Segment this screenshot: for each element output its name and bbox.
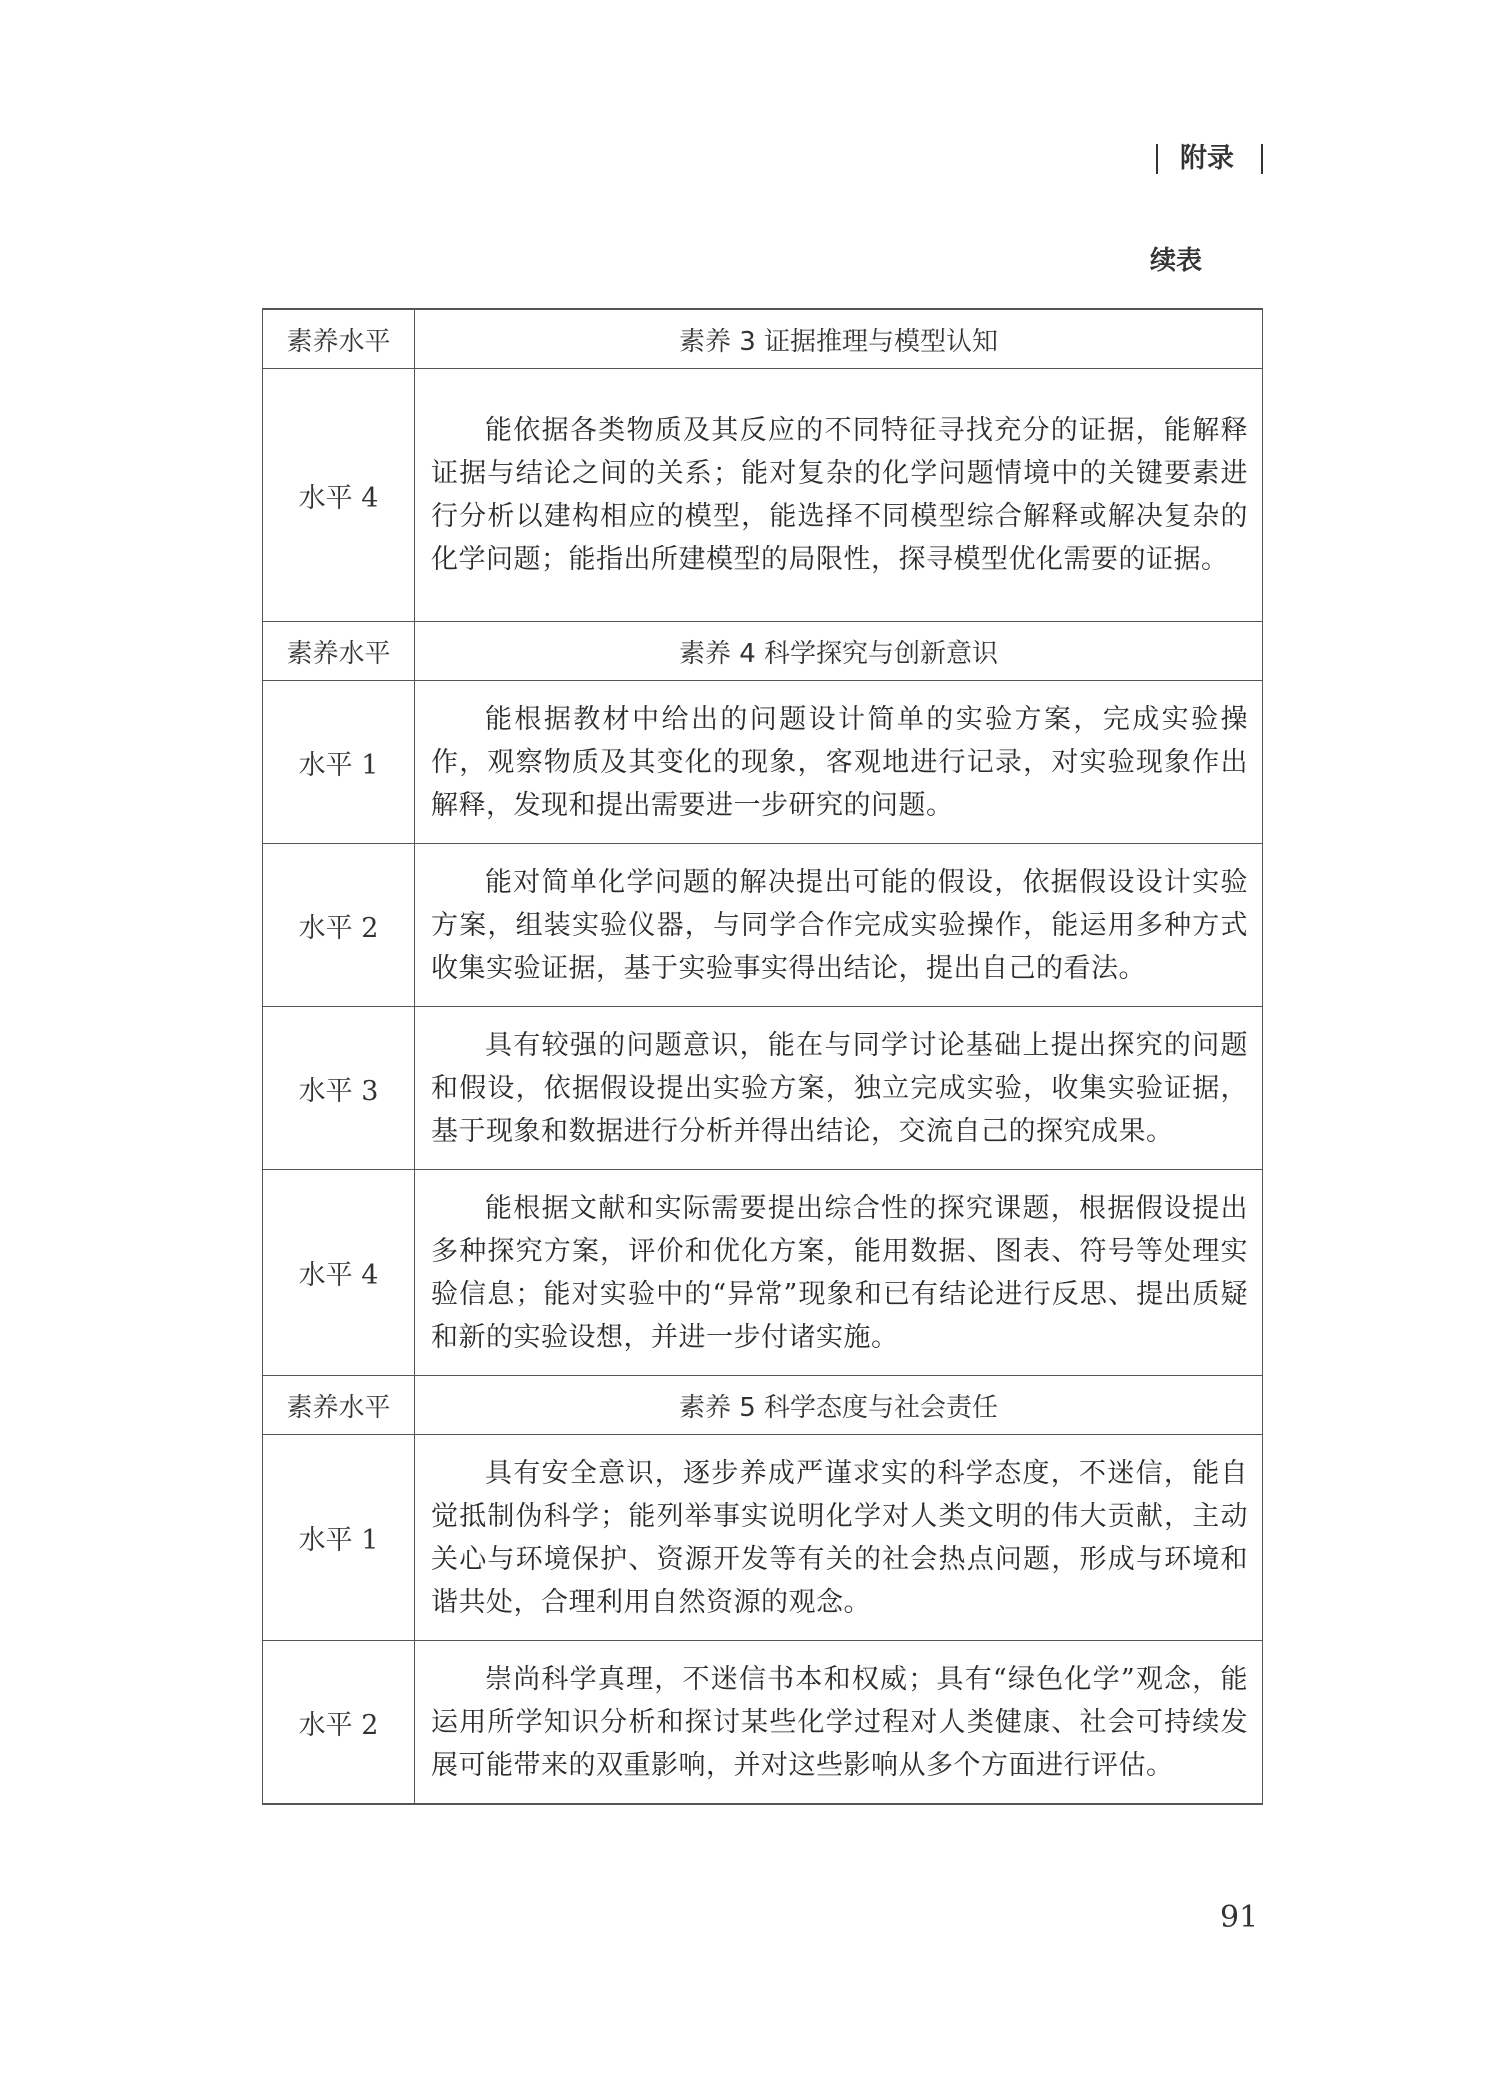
section-title: 素养 4 科学探究与创新意识 — [415, 622, 1263, 681]
level-description — [415, 844, 1263, 1007]
level-label: 水平 4 — [263, 369, 415, 622]
level-description-text: 能依据各类物质及其反应的不同特征寻找充分的证据，能解释证据与结论之间的关系；能对复杂的化学问题情境中的关键要素进行分析以建构相应的模型，能选择不同模型综合解释或解决复杂的化学问题；能指出所建模型的局限性，探寻模型优化需要的证据。 — [431, 415, 1248, 575]
table-row — [263, 1007, 1263, 1170]
literacy-level-table — [262, 308, 1263, 1805]
level-description — [415, 1435, 1263, 1641]
section-level-header: 素养水平 — [263, 622, 415, 681]
section-header-row — [263, 309, 1263, 369]
table-row — [263, 681, 1263, 844]
level-label: 水平 3 — [263, 1007, 415, 1170]
header-divider-left — [1156, 144, 1158, 174]
level-description-text: 具有安全意识，逐步养成严谨求实的科学态度，不迷信，能自觉抵制伪科学；能列举事实说明化学对人类文明的伟大贡献，主动关心与环境保护、资源开发等有关的社会热点问题，形成与环境和谐共处，合理利用自然资源的观念。 — [431, 1457, 1248, 1618]
level-label: 水平 2 — [263, 844, 415, 1007]
level-label: 水平 4 — [263, 1170, 415, 1376]
section-header-row — [263, 1376, 1263, 1435]
running-header — [1148, 140, 1268, 180]
section-title: 素养 3 证据推理与模型认知 — [415, 309, 1263, 369]
level-description-text: 能对简单化学问题的解决提出可能的假设，依据假设设计实验方案，组装实验仪器，与同学合作完成实验操作，能运用多种方式收集实验证据，基于实验事实得出结论，提出自己的看法。 — [431, 866, 1248, 984]
running-header-title: 附录 — [1180, 143, 1234, 174]
level-label: 水平 1 — [263, 1435, 415, 1641]
section-level-header: 素养水平 — [263, 309, 415, 369]
section-header-row — [263, 622, 1263, 681]
section-title: 素养 5 科学态度与社会责任 — [415, 1376, 1263, 1435]
page-number: 91 — [1220, 1900, 1259, 1935]
table-row — [263, 844, 1263, 1007]
table-row — [263, 369, 1263, 622]
level-label: 水平 2 — [263, 1641, 415, 1805]
level-description-text: 具有较强的问题意识，能在与同学讨论基础上提出探究的问题和假设，依据假设提出实验方案，独立完成实验，收集实验证据，基于现象和数据进行分析并得出结论，交流自己的探究成果。 — [431, 1029, 1248, 1147]
header-divider-right — [1261, 144, 1263, 174]
level-description-text: 能根据文献和实际需要提出综合性的探究课题，根据假设提出多种探究方案，评价和优化方案，能用数据、图表、符号等处理实验信息；能对实验中的“异常”现象和已有结论进行反思、提出质疑和新的实验设想，并进一步付诸实施。 — [431, 1192, 1248, 1353]
level-description — [415, 369, 1263, 622]
level-description — [415, 1007, 1263, 1170]
level-description — [415, 681, 1263, 844]
table-row — [263, 1435, 1263, 1641]
level-description — [415, 1641, 1263, 1805]
section-level-header: 素养水平 — [263, 1376, 415, 1435]
table-row — [263, 1641, 1263, 1805]
continued-table-label: 续表 — [1150, 246, 1203, 276]
table-row — [263, 1170, 1263, 1376]
level-description — [415, 1170, 1263, 1376]
level-description-text: 崇尚科学真理，不迷信书本和权威；具有“绿色化学”观念，能运用所学知识分析和探讨某些化学过程对人类健康、社会可持续发展可能带来的双重影响，并对这些影响从多个方面进行评估。 — [431, 1663, 1248, 1781]
level-description-text: 能根据教材中给出的问题设计简单的实验方案，完成实验操作，观察物质及其变化的现象，客观地进行记录，对实验现象作出解释，发现和提出需要进一步研究的问题。 — [431, 703, 1248, 821]
level-label: 水平 1 — [263, 681, 415, 844]
